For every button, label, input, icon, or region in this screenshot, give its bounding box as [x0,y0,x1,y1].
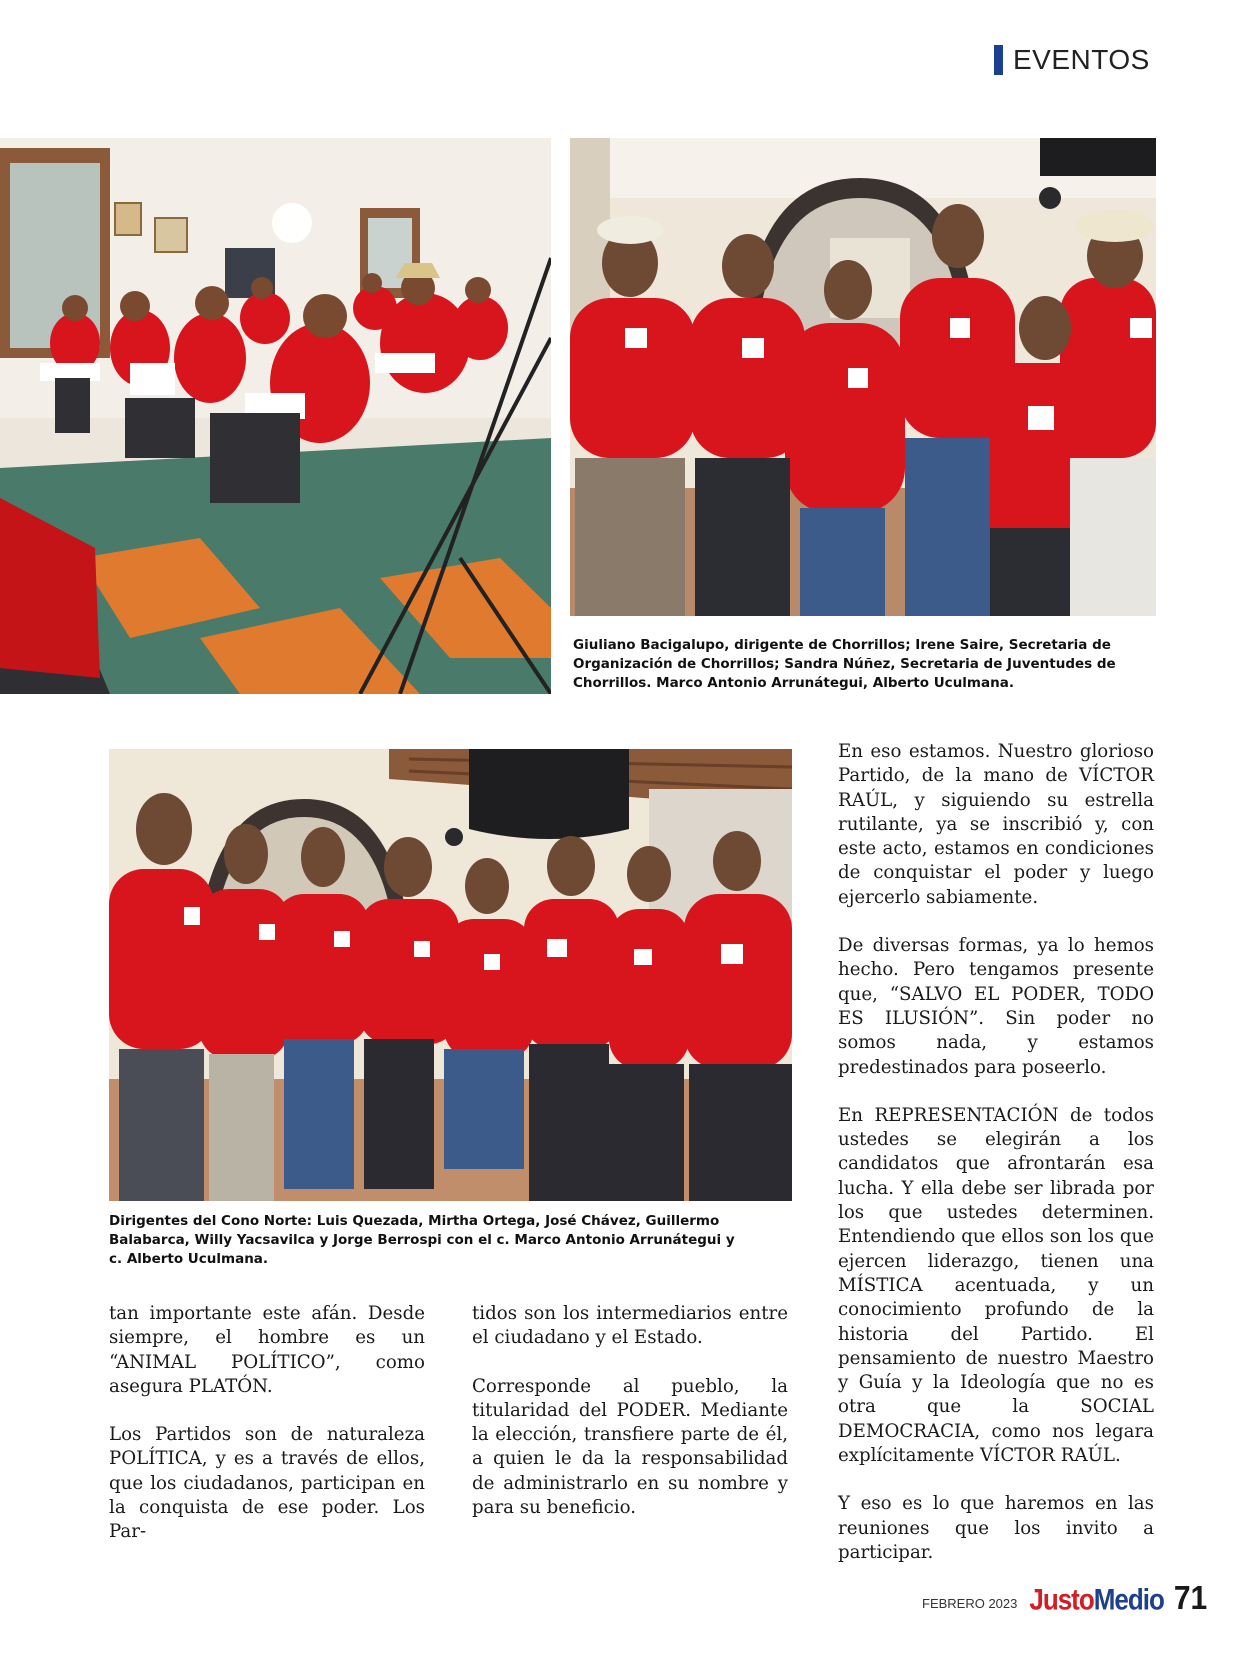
issue-date: FEBRERO 2023 [922,1596,1018,1611]
page-footer [922,1582,1207,1616]
article-paragraph: Los Partidos son de naturaleza POLÍTICA, y es a través de ellos, que los ciudadanos, participan en la conquista de ese poder. Los Par- [109,1424,425,1543]
chorrillos-leaders-photo [570,138,1156,616]
article-column-1 [109,1302,425,1569]
section-accent-bar [994,45,1003,75]
article-paragraph: tidos son los intermediarios entre el ciudadano y el Estado. [472,1303,788,1349]
logo-part-justo: Justo [1029,1581,1094,1617]
article-paragraph: tan importante este afán. Desde siempre, el hombre es un “ANIMAL POLÍTICO”, como asegura PLATÓN. [109,1303,425,1397]
article-paragraph: Y eso es lo que haremos en las reuniones que los invito a participar. [838,1493,1154,1563]
chorrillos-photo-caption: Giuliano Bacigalupo, dirigente de Chorrillos; Irene Saire, Secretaria de Organización de Chorrillos; Sandra Núñez, Secretaria de Juventudes de Chorrillos. Marco Antonio Arrunátegui, Alberto Uculmana. [573,637,1116,691]
cono-norte-photo-caption: Dirigentes del Cono Norte: Luis Quezada, Mirtha Ortega, José Chávez, Guillermo Balabarca, Willy Yacsavilca y Jorge Berrospi con el c. Marco Antonio Arrunátegui y c. Alberto Uculmana. [109,1213,735,1267]
cono-norte-leaders-photo [109,749,792,1201]
page-number: 71 [1173,1580,1208,1617]
logo-part-medio: Medio [1093,1581,1164,1617]
article-paragraph: En REPRESENTACIÓN de todos ustedes se elegirán a los candidatos que afrontarán esa lucha. Y ella debe ser librada por los que ustedes determinen. Entendiendo que ellos son los que ejercen liderazgo, tienen una MÍSTICA acentuada, y un conocimiento profundo de la historia del Partido. El pensamiento de nuestro Maestro y Guía y la Ideología que no es otra que la SOCIAL DEMOCRACIA, como nos legara explícitamente VÍCTOR RAÚL. [838,1104,1154,1467]
section-tag [994,44,1150,76]
article-paragraph: De diversas formas, ya lo hemos hecho. Pero tengamos presente que, “SALVO EL PODER, TODO ES ILUSIÓN”. Sin poder no somos nada, y estamos predestinados para poseerlo. [838,935,1154,1078]
article-column-3 [838,740,1154,1589]
article-paragraph: Corresponde al pueblo, la titularidad del PODER. Mediante la elección, transfiere parte de él, a quien le da la responsabilidad de administrarlo en su nombre y para su beneficio. [472,1375,788,1519]
article-paragraph: En eso estamos. Nuestro glorioso Partido, de la mano de VÍCTOR RAÚL, y siguiendo su estrella rutilante, ya se inscribió y, con este acto, estamos en condiciones de conquistar el poder y luego ejercerlo sabiamente. [838,741,1154,908]
magazine-logo [1029,1582,1163,1618]
article-column-2 [472,1302,788,1544]
section-label: EVENTOS [1013,44,1150,75]
meeting-audience-photo [0,138,551,694]
